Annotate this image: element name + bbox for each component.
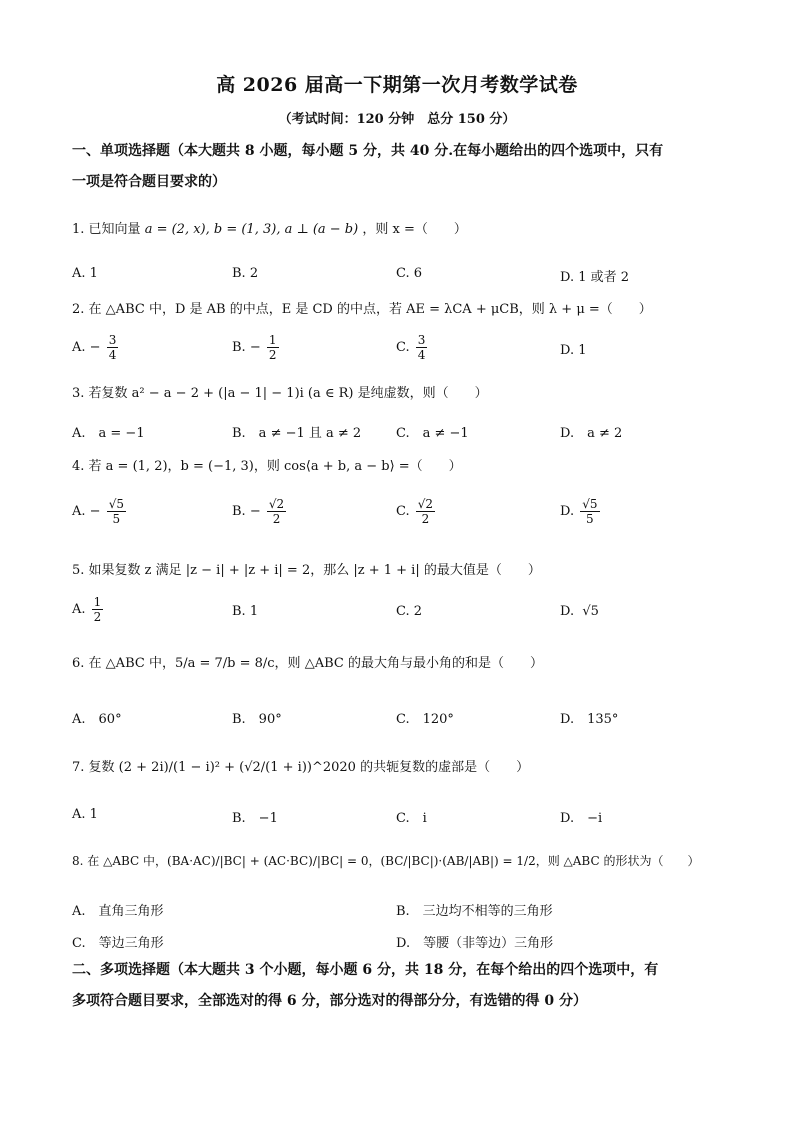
option-c: C. 等边三角形 (72, 936, 164, 951)
option-d: D. −i (560, 811, 603, 826)
option-a: A. 1 (72, 807, 98, 822)
option-a: A. 直角三角形 (72, 904, 164, 919)
exam-title: 高 2026 届高一下期第一次月考数学试卷 (216, 74, 578, 96)
option-b: B. − $\frac{√2}{2}$ (232, 497, 285, 526)
option-d: D. 1 或者 2 (560, 270, 630, 285)
option-c: C. a ≠ −1 (396, 426, 469, 441)
question-8: 8. 在 △ABC 中，(BA·AC)/|BC| + (AC·BC)/|BC| = 0，(BC/|BC|)·(AB/|AB|) = 1/2，则 △ABC 的形状为（ ） (72, 854, 700, 868)
option-a: A. − $\frac{√5}{5}$ (72, 497, 124, 526)
option-b: B. 2 (232, 266, 259, 281)
question-6: 6. 在 △ABC 中，5/a = 7/b = 8/c，则 △ABC 的最大角与最小角的和是（ ） (72, 656, 543, 671)
option-d: D. a ≠ 2 (560, 426, 623, 441)
option-b: B. 三边均不相等的三角形 (396, 904, 553, 919)
option-d: D. 1 (560, 343, 587, 358)
option-c: C. 2 (396, 604, 423, 619)
exam-subtitle: （考试时间：120 分钟 总分 150 分） (278, 112, 516, 127)
question-2: 2. 在 △ABC 中，D 是 AB 的中点，E 是 CD 的中点，若 AE = λCA + μCB，则 λ + μ =（ ） (72, 302, 652, 317)
option-c: C. 6 (396, 266, 423, 281)
option-d: D. 135° (560, 712, 619, 727)
option-b: B. 90° (232, 712, 282, 727)
option-c: C. i (396, 811, 427, 826)
q1-expression: a = (2, x), b = (1, 3), a ⊥ (a − b) (144, 222, 359, 237)
section-2-heading: 二、多项选择题（本大题共 3 个小题，每小题 6 分，共 18 分，在每个给出的四个选项中，有 多项符合题目要求，全部选对的得 6 分，部分选对的得部分分，有选错的得 0 分） (72, 962, 659, 1009)
option-d: D. √5 (560, 604, 599, 619)
option-a: A. − $\frac{3}{4}$ (72, 333, 117, 362)
question-4: 4. 若 a = (1, 2)，b = (−1, 3)，则 cos⟨a + b, a − b⟩ =（ ） (72, 459, 462, 474)
option-b: B. −1 (232, 811, 278, 826)
option-c: C. $\frac{√2}{2}$ (396, 497, 434, 526)
option-b: B. 1 (232, 604, 259, 619)
option-c: C. 120° (396, 712, 454, 727)
section-1-heading: 一、单项选择题（本大题共 8 小题，每小题 5 分，共 40 分.在每小题给出的四个选项中，只有 一项是符合题目要求的） (72, 143, 664, 190)
option-b: B. a ≠ −1 且 a ≠ 2 (232, 426, 362, 441)
option-a: A. 1 (72, 266, 98, 281)
option-d: D. $\frac{√5}{5}$ (560, 497, 598, 526)
question-7: 7. 复数 (2 + 2i)/(1 − i)² + (√2/(1 + i))^2020 的共轭复数的虚部是（ ） (72, 760, 530, 775)
option-a: A. $\frac{1}{2}$ (72, 595, 102, 624)
option-c: C. $\frac{3}{4}$ (396, 333, 426, 362)
option-a: A. a = −1 (72, 426, 145, 441)
option-a: A. 60° (72, 712, 122, 727)
question-5: 5. 如果复数 z 满足 |z − i| + |z + i| = 2，那么 |z + 1 + i| 的最大值是（ ） (72, 563, 541, 578)
option-b: B. − $\frac{1}{2}$ (232, 333, 277, 362)
question-1: 1. 已知向量 a = (2, x), b = (1, 3), a ⊥ (a − b) ，则 x =（ ） (72, 222, 467, 237)
option-d: D. 等腰（非等边）三角形 (396, 936, 554, 951)
question-3: 3. 若复数 a² − a − 2 + (|a − 1| − 1)i (a ∈ R) 是纯虚数，则（ ） (72, 386, 488, 401)
